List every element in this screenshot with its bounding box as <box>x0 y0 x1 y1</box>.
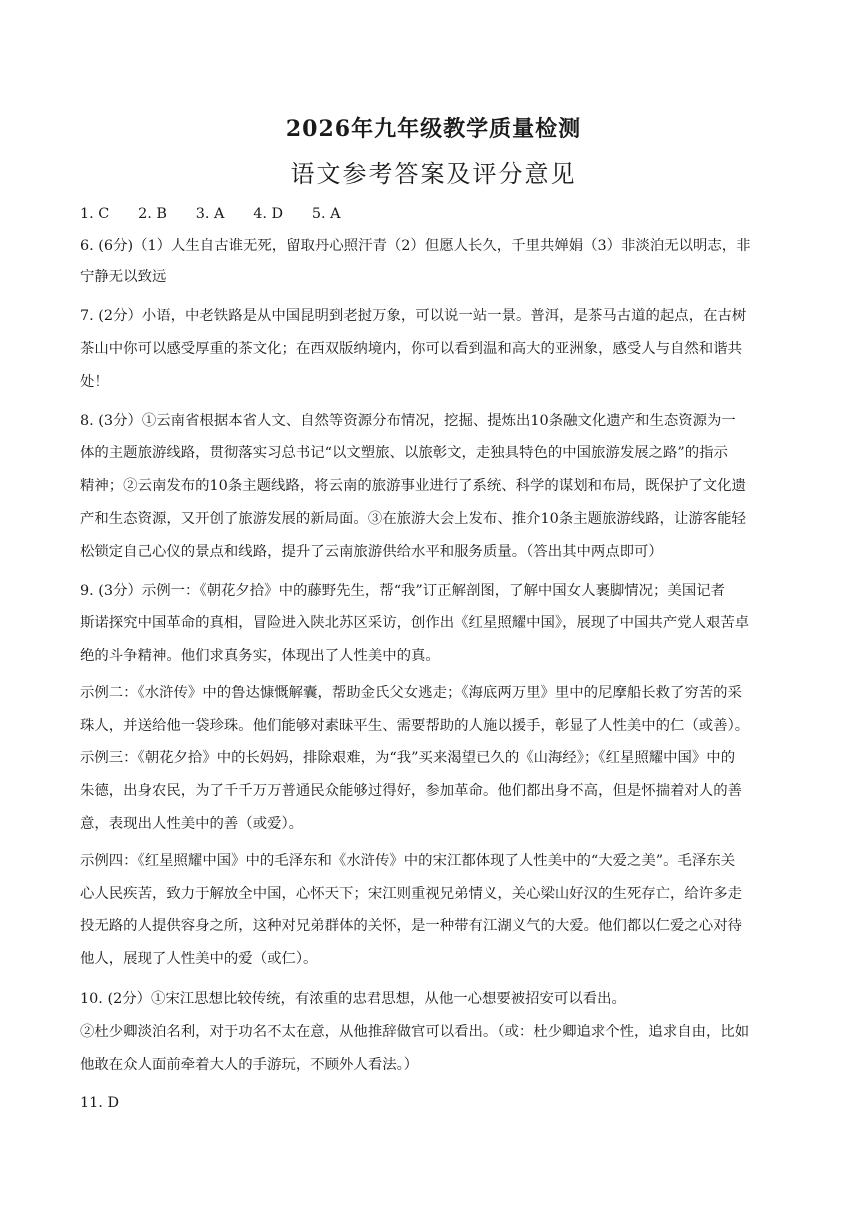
answer-line: 宁静无以致远 <box>80 269 167 285</box>
answer-line: 示例四：《红星照耀中国》中的毛泽东和《水浒传》中的宋江都体现了人性美中的“大爱之美”。毛泽东关 <box>80 853 736 869</box>
answer-line: 8. (3分）①云南省根据本省人文、自然等资源分布情况，挖掘、提炼出10条融文化遗产和生态资源为一 <box>80 413 736 429</box>
answer-line: 心人民疾苦，致力于解放全中国，心怀天下；宋江则重视兄弟情义，关心梁山好汉的生死存亡，给许多走 <box>80 886 742 902</box>
answer-line: 体的主题旅游线路，贯彻落实习总书记“以文塑旅、以旅彰文，走独具特色的中国旅游发展之路”的指示 <box>80 445 728 461</box>
answer-line: 示例二：《水浒传》中的鲁达慷慨解囊，帮助金氏父女逃走；《海底两万里》里中的尼摩船长救了穷苦的采 <box>80 685 742 701</box>
answer-line: 投无路的人提供容身之所，这种对兄弟群体的关怀，是一种带有江湖义气的大爱。他们都以仁爱之心对待 <box>80 918 742 934</box>
page-title: 2026年九年级教学质量检测 <box>285 116 582 142</box>
answer-line: 松锁定自己心仪的景点和线路，提升了云南旅游供给水平和服务质量。（答出其中两点即可） <box>80 544 663 560</box>
answer-line: 斯诺探究中国革命的真相，冒险进入陕北苏区采访，创作出《红星照耀中国》，展现了中国共产党人艰苦卓 <box>80 615 750 631</box>
answer-line: 7. (2分）小语，中老铁路是从中国昆明到老挝万象，可以说一站一景。普洱，是茶马古道的起点，在古树 <box>80 308 747 324</box>
answer-line: 1. C 2. B 3. A 4. D 5. A <box>80 206 341 222</box>
answer-line: 绝的斗争精神。他们求真务实，体现出了人性美中的真。 <box>80 648 440 664</box>
answer-line: 产和生态资源，又开创了旅游发展的新局面。③在旅游大会上发布、推介10条主题旅游线路，让游客能轻 <box>80 511 746 527</box>
answer-line: 朱德，出身农民，为了千千万万普通民众能够过得好，参加革命。他们都出身不高，但是怀揣着对人的善 <box>80 783 742 799</box>
answer-line: 9. (3分）示例一：《朝花夕拾》中的藤野先生，帮“我”订正解剖图，了解中国女人裹脚情况；美国记者 <box>80 583 725 599</box>
answer-line: ②杜少卿淡泊名利，对于功名不太在意，从他推辞做官可以看出。（或：杜少卿追求个性，追求自由，比如 <box>80 1024 750 1040</box>
answer-line: 他人，展现了人性美中的爱（或仁）。 <box>80 951 318 967</box>
answer-line: 10. (2分）①宋江思想比较传统，有浓重的忠君思想，从他一心想要被招安可以看出。 <box>80 991 626 1007</box>
answer-line: 他敢在众人面前牵着大人的手游玩，不顾外人看法。） <box>80 1057 419 1073</box>
answer-line: 茶山中你可以感受厚重的茶文化；在西双版纳境内，你可以看到温和高大的亚洲象，感受人与自然和谐共 <box>80 341 742 357</box>
answer-line: 精神；②云南发布的10条主题线路，将云南的旅游事业进行了系统、科学的谋划和布局，既保护了文化遗 <box>80 478 746 494</box>
page-subtitle: 语文参考答案及评分意见 <box>290 160 577 188</box>
answer-line: 处！ <box>80 374 109 390</box>
answer-line: 示例三：《朝花夕拾》中的长妈妈，排除艰难，为“我”买来渴望已久的《山海经》；《红星照耀中国》中的 <box>80 750 736 766</box>
answer-line: 6. (6分)（1）人生自古谁无死，留取丹心照汗青（2）但愿人长久，千里共婵娟（3）非淡泊无以明志，非 <box>80 238 751 254</box>
answer-line: 意，表现出人性美中的善（或爱）。 <box>80 816 304 832</box>
answer-line: 珠人，并送给他一袋珍珠。他们能够对素昧平生、需要帮助的人施以援手，彰显了人性美中的仁（或善）。 <box>80 718 750 734</box>
answer-line: 11. D <box>80 1095 119 1111</box>
